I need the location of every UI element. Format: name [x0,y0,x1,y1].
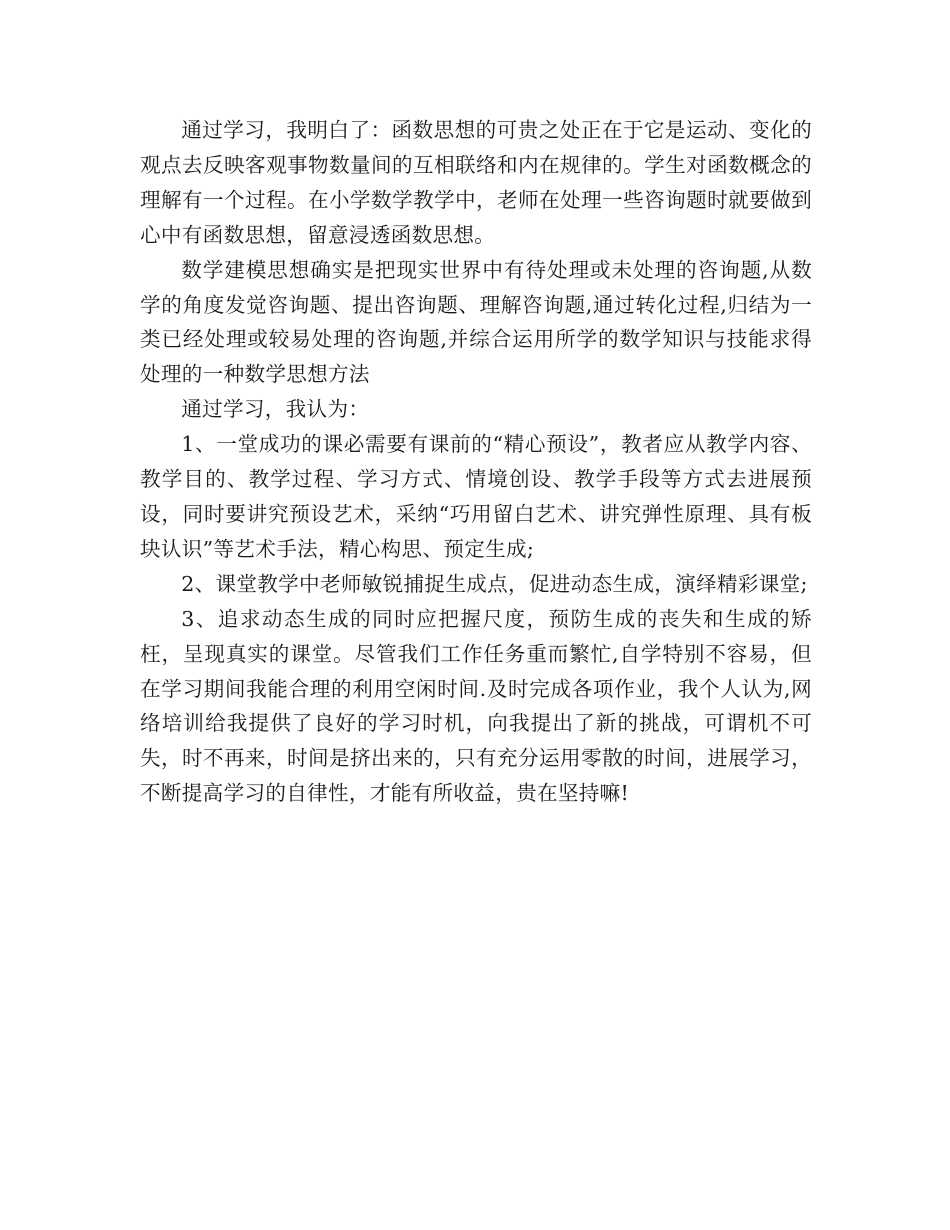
paragraph-point-3: 3、追求动态生成的同时应把握尺度，预防生成的丧失和生成的矫枉，呈现真实的课堂。尽管我们工作任务重而繁忙,自学特别不容易，但在学习期间我能合理的利用空闲时间.及时完成各项作业，我个人认为,网络培训给我提供了良好的学习时机，向我提出了新的挑战，可谓机不可失，时不再来，时间是挤出来的，只有充分运用零散的时间，进展学习，不断提高学习的自律性，才能有所收益，贵在坚持嘛! [140,606,812,806]
paragraph-conclusion-intro: 通过学习，我认为： [181,397,370,422]
paragraph-modeling-thinking: 数学建模思想确实是把现实世界中有待处理或未处理的咨询题,从数学的角度发觉咨询题、提出咨询题、理解咨询题,通过转化过程,归结为一类已经处理或较易处理的咨询题,并综合运用所学的数学知识与技能求得处理的一种数学思想方法 [140,257,812,387]
document-body [140,113,812,811]
paragraph-point-2: 2、课堂教学中老师敏锐捕捉生成点，促进动态生成，演绎精彩课堂; [181,571,808,596]
paragraph-function-thinking: 通过学习，我明白了：函数思想的可贵之处正在于它是运动、变化的观点去反映客观事物数量间的互相联络和内在规律的。学生对函数概念的理解有一个过程。在小学数学教学中，老师在处理一些咨询题时就要做到心中有函数思想，留意浸透函数思想。 [140,118,812,247]
paragraph-point-1: 1、一堂成功的课必需要有课前的“精心预设”，教者应从教学内容、教学目的、教学过程、学习方式、情境创设、教学手段等方式去进展预设，同时要讲究预设艺术，采纳“巧用留白艺术、讲究弹性原理、具有板块认识”等艺术手法，精心构思、预定生成; [140,432,812,561]
